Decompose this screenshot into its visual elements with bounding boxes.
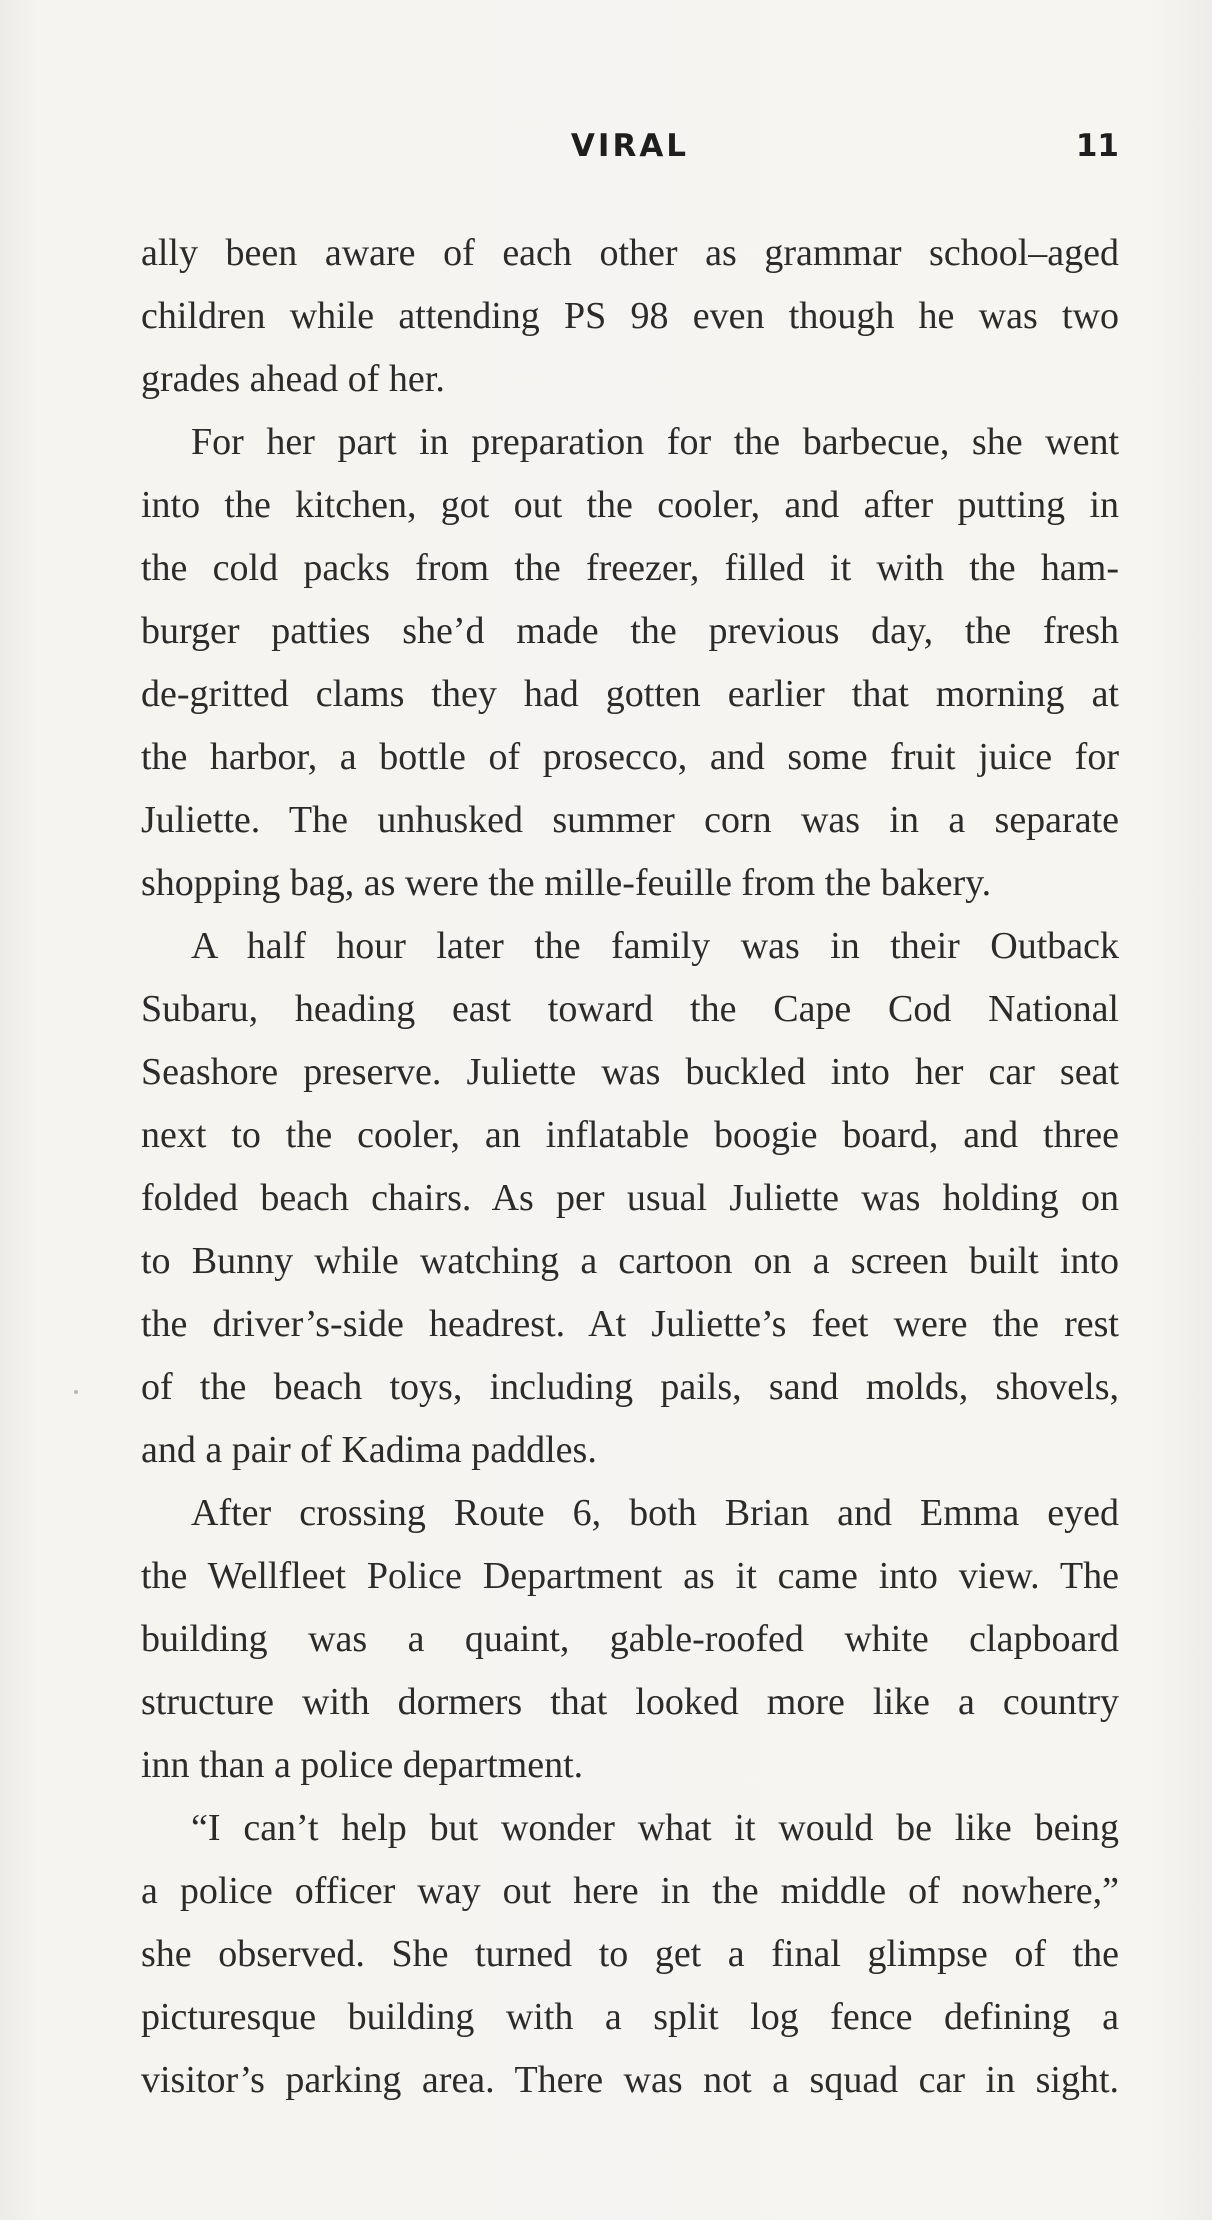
text-line: structure with dormers that looked more like a country [141,1681,1119,1723]
text-line: the driver’s-side headrest. At Juliette’s feet were the rest [141,1303,1119,1345]
text-line: into the kitchen, got out the cooler, and after putting in [141,484,1119,526]
text-line: visitor’s parking area. There was not a squad car in sight. [141,2059,1119,2101]
text-line: de-gritted clams they had gotten earlier that morning at [141,673,1119,715]
text-line: to Bunny while watching a cartoon on a screen built into [141,1240,1119,1282]
text-line: a police officer way out here in the middle of nowhere,” [141,1870,1119,1912]
text-line: inn than a police department. [141,1744,584,1786]
scan-speck [74,1390,78,1394]
text-line: building was a quaint, gable-roofed white clapboard [141,1618,1119,1660]
text-line: Juliette. The unhusked summer corn was in a separate [141,799,1119,841]
text-line: Seashore preserve. Juliette was buckled into her car seat [141,1051,1119,1093]
text-line: of the beach toys, including pails, sand molds, shovels, [141,1366,1119,1408]
text-line: Subaru, heading east toward the Cape Cod National [141,988,1119,1030]
text-line: ally been aware of each other as grammar school–aged [141,232,1119,274]
text-line: burger patties she’d made the previous day, the fresh [141,610,1119,652]
text-line: shopping bag, as were the mille-feuille from the bakery. [141,862,992,904]
page-header [141,128,1119,178]
text-line: next to the cooler, an inflatable boogie board, and three [141,1114,1119,1156]
text-line: For her part in preparation for the barbecue, she went [191,421,1119,463]
text-line: A half hour later the family was in their Outback [191,925,1119,967]
text-line: the harbor, a bottle of prosecco, and some fruit juice for [141,736,1119,778]
text-line: children while attending PS 98 even though he was two [141,295,1119,337]
text-line: the Wellfleet Police Department as it came into view. The [141,1555,1119,1597]
running-head-title: VIRAL [570,128,690,164]
text-line: the cold packs from the freezer, filled it with the ham- [141,547,1119,589]
text-line: picturesque building with a split log fence defining a [141,1996,1119,2038]
text-line: “I can’t help but wonder what it would be like being [191,1807,1119,1849]
page-number: 11 [1075,128,1119,164]
body-text [141,222,1119,2112]
text-line: grades ahead of her. [141,358,445,400]
text-line: folded beach chairs. As per usual Juliette was holding on [141,1177,1119,1219]
text-line: she observed. She turned to get a final glimpse of the [141,1933,1119,1975]
text-line: and a pair of Kadima paddles. [141,1429,597,1471]
text-line: After crossing Route 6, both Brian and Emma eyed [191,1492,1119,1534]
